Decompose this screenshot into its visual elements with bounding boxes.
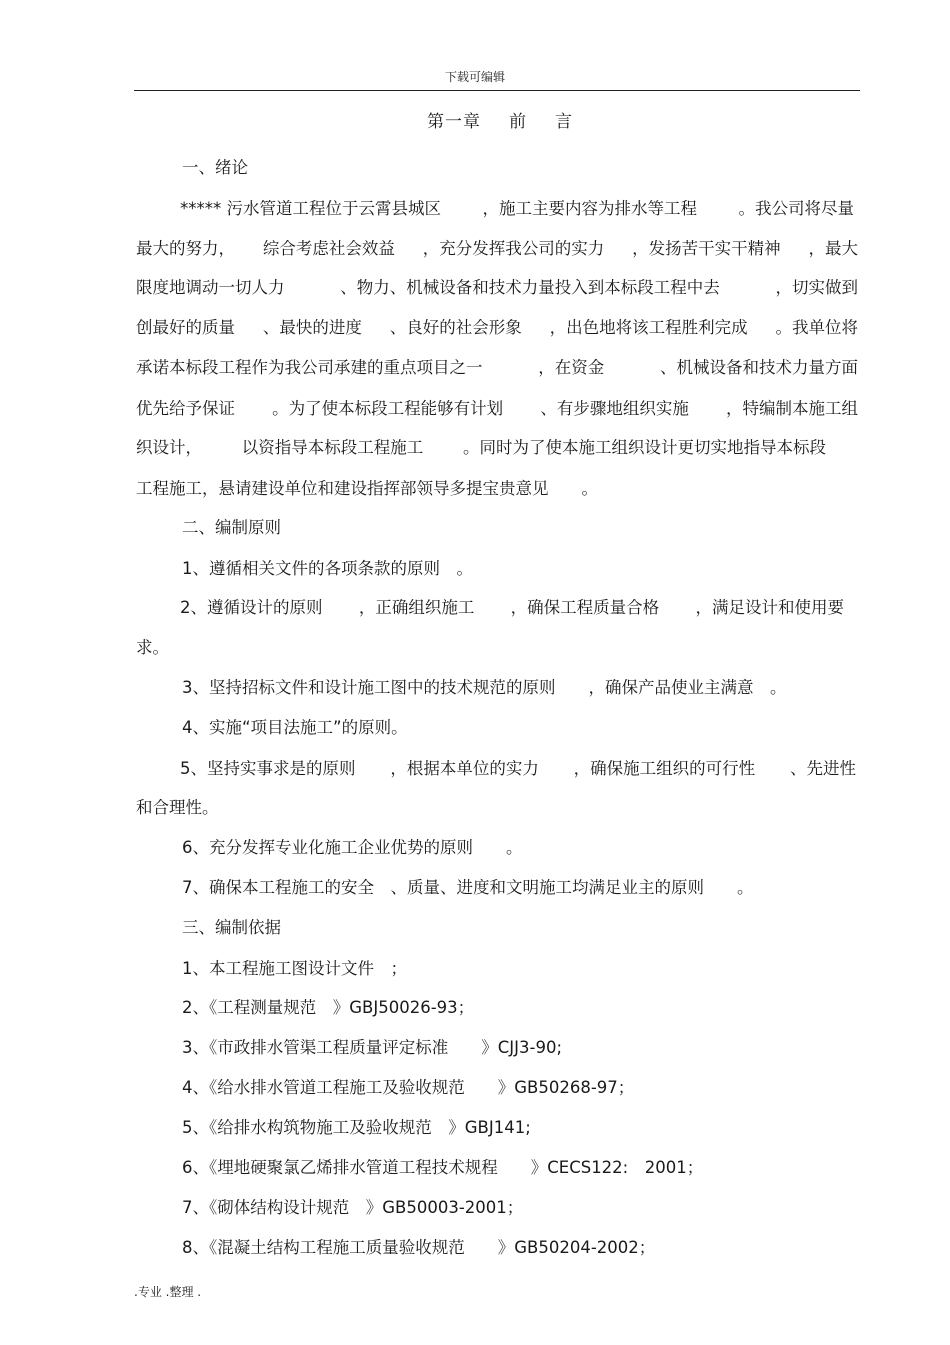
text-seg: 以资指导本标段工程施工	[241, 438, 424, 457]
principle-item-5	[180, 757, 856, 781]
basis-item-8: 8、《混凝土结构工程施工质量验收规范 》GB50204-2002；	[182, 1238, 656, 1257]
text-seg: 。我公司将尽量	[738, 199, 854, 218]
principle-item-4: 4、实施“项目法施工”的原则。	[182, 718, 408, 737]
text-seg: 。同时为了使本施工组织设计更切实地指导本标段	[463, 438, 826, 457]
text-seg: 。为了使本标段工程能够有计划	[272, 399, 504, 418]
principle-item-3: 3、坚持招标文件和设计施工图中的技术规范的原则 ，确保产品使业主满意 。	[182, 678, 787, 697]
text-seg: 最大的努力，	[136, 239, 235, 258]
text-seg: 、机械设备和技术力量方面	[660, 358, 858, 377]
intro-line-7	[136, 436, 826, 460]
section-heading-basis: 三、编制依据	[182, 918, 281, 937]
basis-item-5: 5、《给排水构筑物施工及验收规范 》GBJ141;	[182, 1118, 531, 1137]
text-seg: ，发扬苦干实干精神	[632, 239, 781, 258]
chapter-number: 第一章	[427, 112, 481, 132]
principle-item-2	[180, 596, 844, 620]
principle-item-5-cont: 和合理性。	[136, 798, 219, 817]
text-seg: ，充分发挥我公司的实力	[422, 239, 605, 258]
text-seg: ，在资金	[538, 358, 605, 377]
text-seg: 织设计，	[136, 438, 202, 457]
text-seg: 。我单位将	[775, 318, 858, 337]
text-seg: 承诺本标段工程作为我公司承建的重点项目之一	[136, 358, 483, 377]
basis-item-4: 4、《给水排水管道工程施工及验收规范 》GB50268-97；	[182, 1078, 635, 1097]
principle-item-6: 6、充分发挥专业化施工企业优势的原则 。	[182, 838, 523, 857]
text-seg: 优先给予保证	[136, 399, 235, 418]
text-seg: ，满足设计和使用要	[695, 598, 844, 617]
intro-line-8: 工程施工，悬请建设单位和建设指挥部领导多提宝贵意见 。	[136, 479, 598, 498]
text-seg: ，正确组织施工	[358, 598, 475, 617]
text-seg: 2、遵循设计的原则	[180, 598, 323, 617]
intro-line-3	[136, 276, 858, 300]
text-seg: ***** 污水管道工程位于云霄县城区	[180, 199, 441, 218]
text-seg: 、有步骤地组织实施	[540, 399, 689, 418]
text-seg: 、物力、机械设备和技术力量投入到本标段工程中去	[340, 278, 720, 297]
intro-line-4	[136, 316, 858, 340]
text-seg: ，最大	[808, 239, 858, 258]
text-seg: 限度地调动一切人力	[136, 278, 285, 297]
text-seg: ，根据本单位的实力	[390, 759, 539, 778]
principle-item-1: 1、遵循相关文件的各项条款的原则 。	[182, 559, 473, 578]
header-divider	[134, 90, 860, 91]
section-heading-intro: 一、绪论	[182, 158, 248, 177]
chapter-title	[0, 107, 950, 132]
text-seg: ，出色地将该工程胜利完成	[549, 318, 748, 337]
text-seg: 创最好的质量	[136, 318, 235, 337]
text-seg: ，特编制本施工组	[725, 399, 858, 418]
text-seg: 、最快的进度	[262, 318, 362, 337]
page-footer: .专业 .整理 .	[134, 1285, 202, 1299]
basis-item-7: 7、《砌体结构设计规范 》GB50003-2001；	[182, 1198, 524, 1217]
section-heading-principles: 二、编制原则	[182, 518, 281, 537]
title-word-2: 言	[555, 112, 573, 132]
text-seg: ，确保工程质量合格	[510, 598, 660, 617]
basis-item-2: 2、《工程测量规范 》GBJ50026-93；	[182, 998, 475, 1017]
principle-item-7: 7、确保本工程施工的安全 、质量、进度和文明施工均满足业主的原则 。	[182, 878, 754, 897]
text-seg: ，施工主要内容为排水等工程	[482, 199, 697, 218]
page-header: 下载可编辑	[444, 70, 505, 84]
text-seg: 综合考虑社会效益	[262, 239, 395, 258]
intro-line-2	[136, 237, 858, 261]
text-seg: 5、坚持实事求是的原则	[180, 759, 356, 778]
title-word-1: 前	[509, 112, 527, 132]
text-seg: ，切实做到	[775, 278, 858, 297]
intro-line-5	[136, 356, 858, 380]
principle-item-2-cont: 求。	[136, 638, 169, 657]
intro-line-1	[180, 197, 854, 221]
intro-line-6	[136, 397, 858, 421]
basis-item-1: 1、本工程施工图设计文件 ；	[182, 959, 407, 978]
basis-item-3: 3、《市政排水管渠工程质量评定标准 》CJJ3-90;	[182, 1038, 563, 1057]
text-seg: ，确保施工组织的可行性	[573, 759, 756, 778]
text-seg: 、良好的社会形象	[389, 318, 522, 337]
basis-item-6: 6、《埋地硬聚氯乙烯排水管道工程技术规程 》CECS122: 2001；	[182, 1158, 704, 1177]
text-seg: 、先进性	[789, 759, 856, 778]
